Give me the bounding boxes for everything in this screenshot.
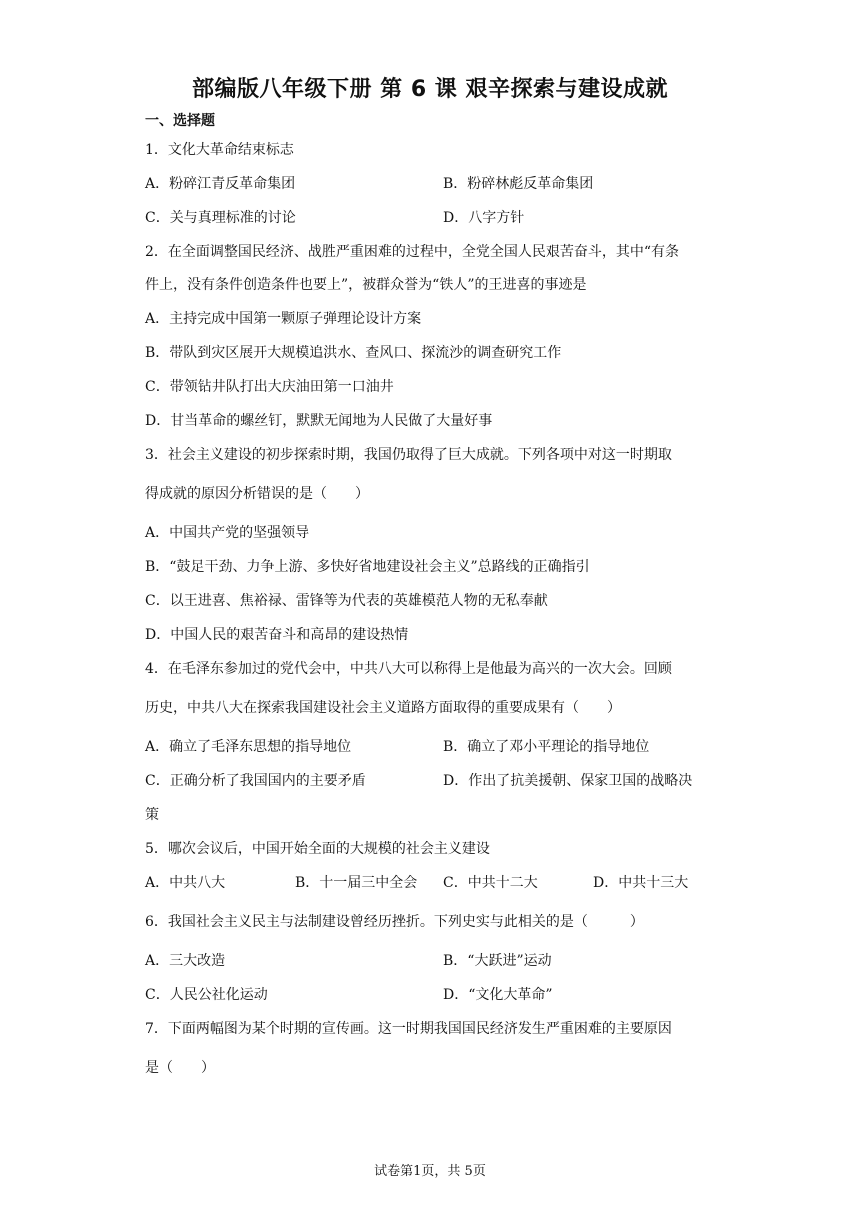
question-7-stem-line-2: 是（ ） [145, 1060, 215, 1076]
question-7-stem-line-1: 7．下面两幅图为某个时期的宣传画。这一时期我国国民经济发生严重困难的主要原因 [145, 1021, 672, 1037]
question-6-option-a: A．三大改造 [145, 953, 226, 969]
question-2-option-d: D．甘当革命的螺丝钉，默默无闻地为人民做了大量好事 [145, 413, 493, 429]
page-footer: 试卷第1页，共 5页 [374, 1164, 486, 1179]
question-2-option-a: A．主持完成中国第一颗原子弹理论设计方案 [145, 311, 422, 327]
question-6-stem: 6．我国社会主义民主与法制建设曾经历挫折。下列史实与此相关的是（ ） [145, 914, 644, 930]
question-4-option-d-wrap: 策 [145, 807, 159, 823]
question-3-option-b: B．“鼓足干劲、力争上游、多快好省地建设社会主义”总路线的正确指引 [145, 559, 590, 575]
question-6-option-b: B．“大跃进”运动 [443, 953, 552, 969]
question-1-option-a: A．粉碎江青反革命集团 [145, 176, 296, 192]
question-1-stem: 1．文化大革命结束标志 [145, 142, 294, 158]
question-6-option-c: C．人民公社化运动 [145, 987, 268, 1003]
question-5-option-a: A．中共八大 [145, 875, 226, 891]
question-1-option-d: D．八字方针 [443, 210, 525, 226]
section-heading: 一、选择题 [145, 113, 215, 129]
question-2-option-b: B．带队到灾区展开大规模追洪水、查风口、探流沙的调查研究工作 [145, 345, 562, 361]
question-2-option-c: C．带领钻井队打出大庆油田第一口油井 [145, 379, 394, 395]
question-4-option-c: C．正确分析了我国国内的主要矛盾 [145, 773, 366, 789]
question-4-stem-line-1: 4．在毛泽东参加过的党代会中，中共八大可以称得上是他最为高兴的一次大会。回顾 [145, 661, 672, 677]
question-3-stem-line-1: 3．社会主义建设的初步探索时期，我国仍取得了巨大成就。下列各项中对这一时期取 [145, 447, 672, 463]
question-5-option-c: C．中共十二大 [443, 875, 538, 891]
question-4-option-a: A．确立了毛泽东思想的指导地位 [145, 739, 352, 755]
question-3-option-a: A．中国共产党的坚强领导 [145, 525, 310, 541]
question-5-option-d: D．中共十三大 [593, 875, 689, 891]
question-2-stem-line-1: 2．在全面调整国民经济、战胜严重困难的过程中，全党全国人民艰苦奋斗，其中“有条 [145, 244, 680, 260]
question-5-stem: 5．哪次会议后，中国开始全面的大规模的社会主义建设 [145, 841, 490, 857]
question-2-stem-line-2: 件上，没有条件创造条件也要上”，被群众誉为“铁人”的王进喜的事迹是 [145, 277, 587, 293]
question-3-option-d: D．中国人民的艰苦奋斗和高昂的建设热情 [145, 627, 409, 643]
question-4-option-b: B．确立了邓小平理论的指导地位 [443, 739, 650, 755]
question-4-stem-line-2: 历史，中共八大在探索我国建设社会主义道路方面取得的重要成果有（ ） [145, 700, 621, 716]
question-3-option-c: C．以王进喜、焦裕禄、雷锋等为代表的英雄模范人物的无私奉献 [145, 593, 548, 609]
page-title: 部编版八年级下册 第 6 课 艰辛探索与建设成就 [192, 77, 668, 102]
question-6-option-d: D．“文化大革命” [443, 987, 553, 1003]
question-4-option-d: D．作出了抗美援朝、保家卫国的战略决 [443, 773, 693, 789]
question-1-option-c: C．关与真理标准的讨论 [145, 210, 296, 226]
question-3-stem-line-2: 得成就的原因分析错误的是（ ） [145, 486, 369, 502]
question-5-option-b: B．十一届三中全会 [295, 875, 418, 891]
question-1-option-b: B．粉碎林彪反革命集团 [443, 176, 594, 192]
